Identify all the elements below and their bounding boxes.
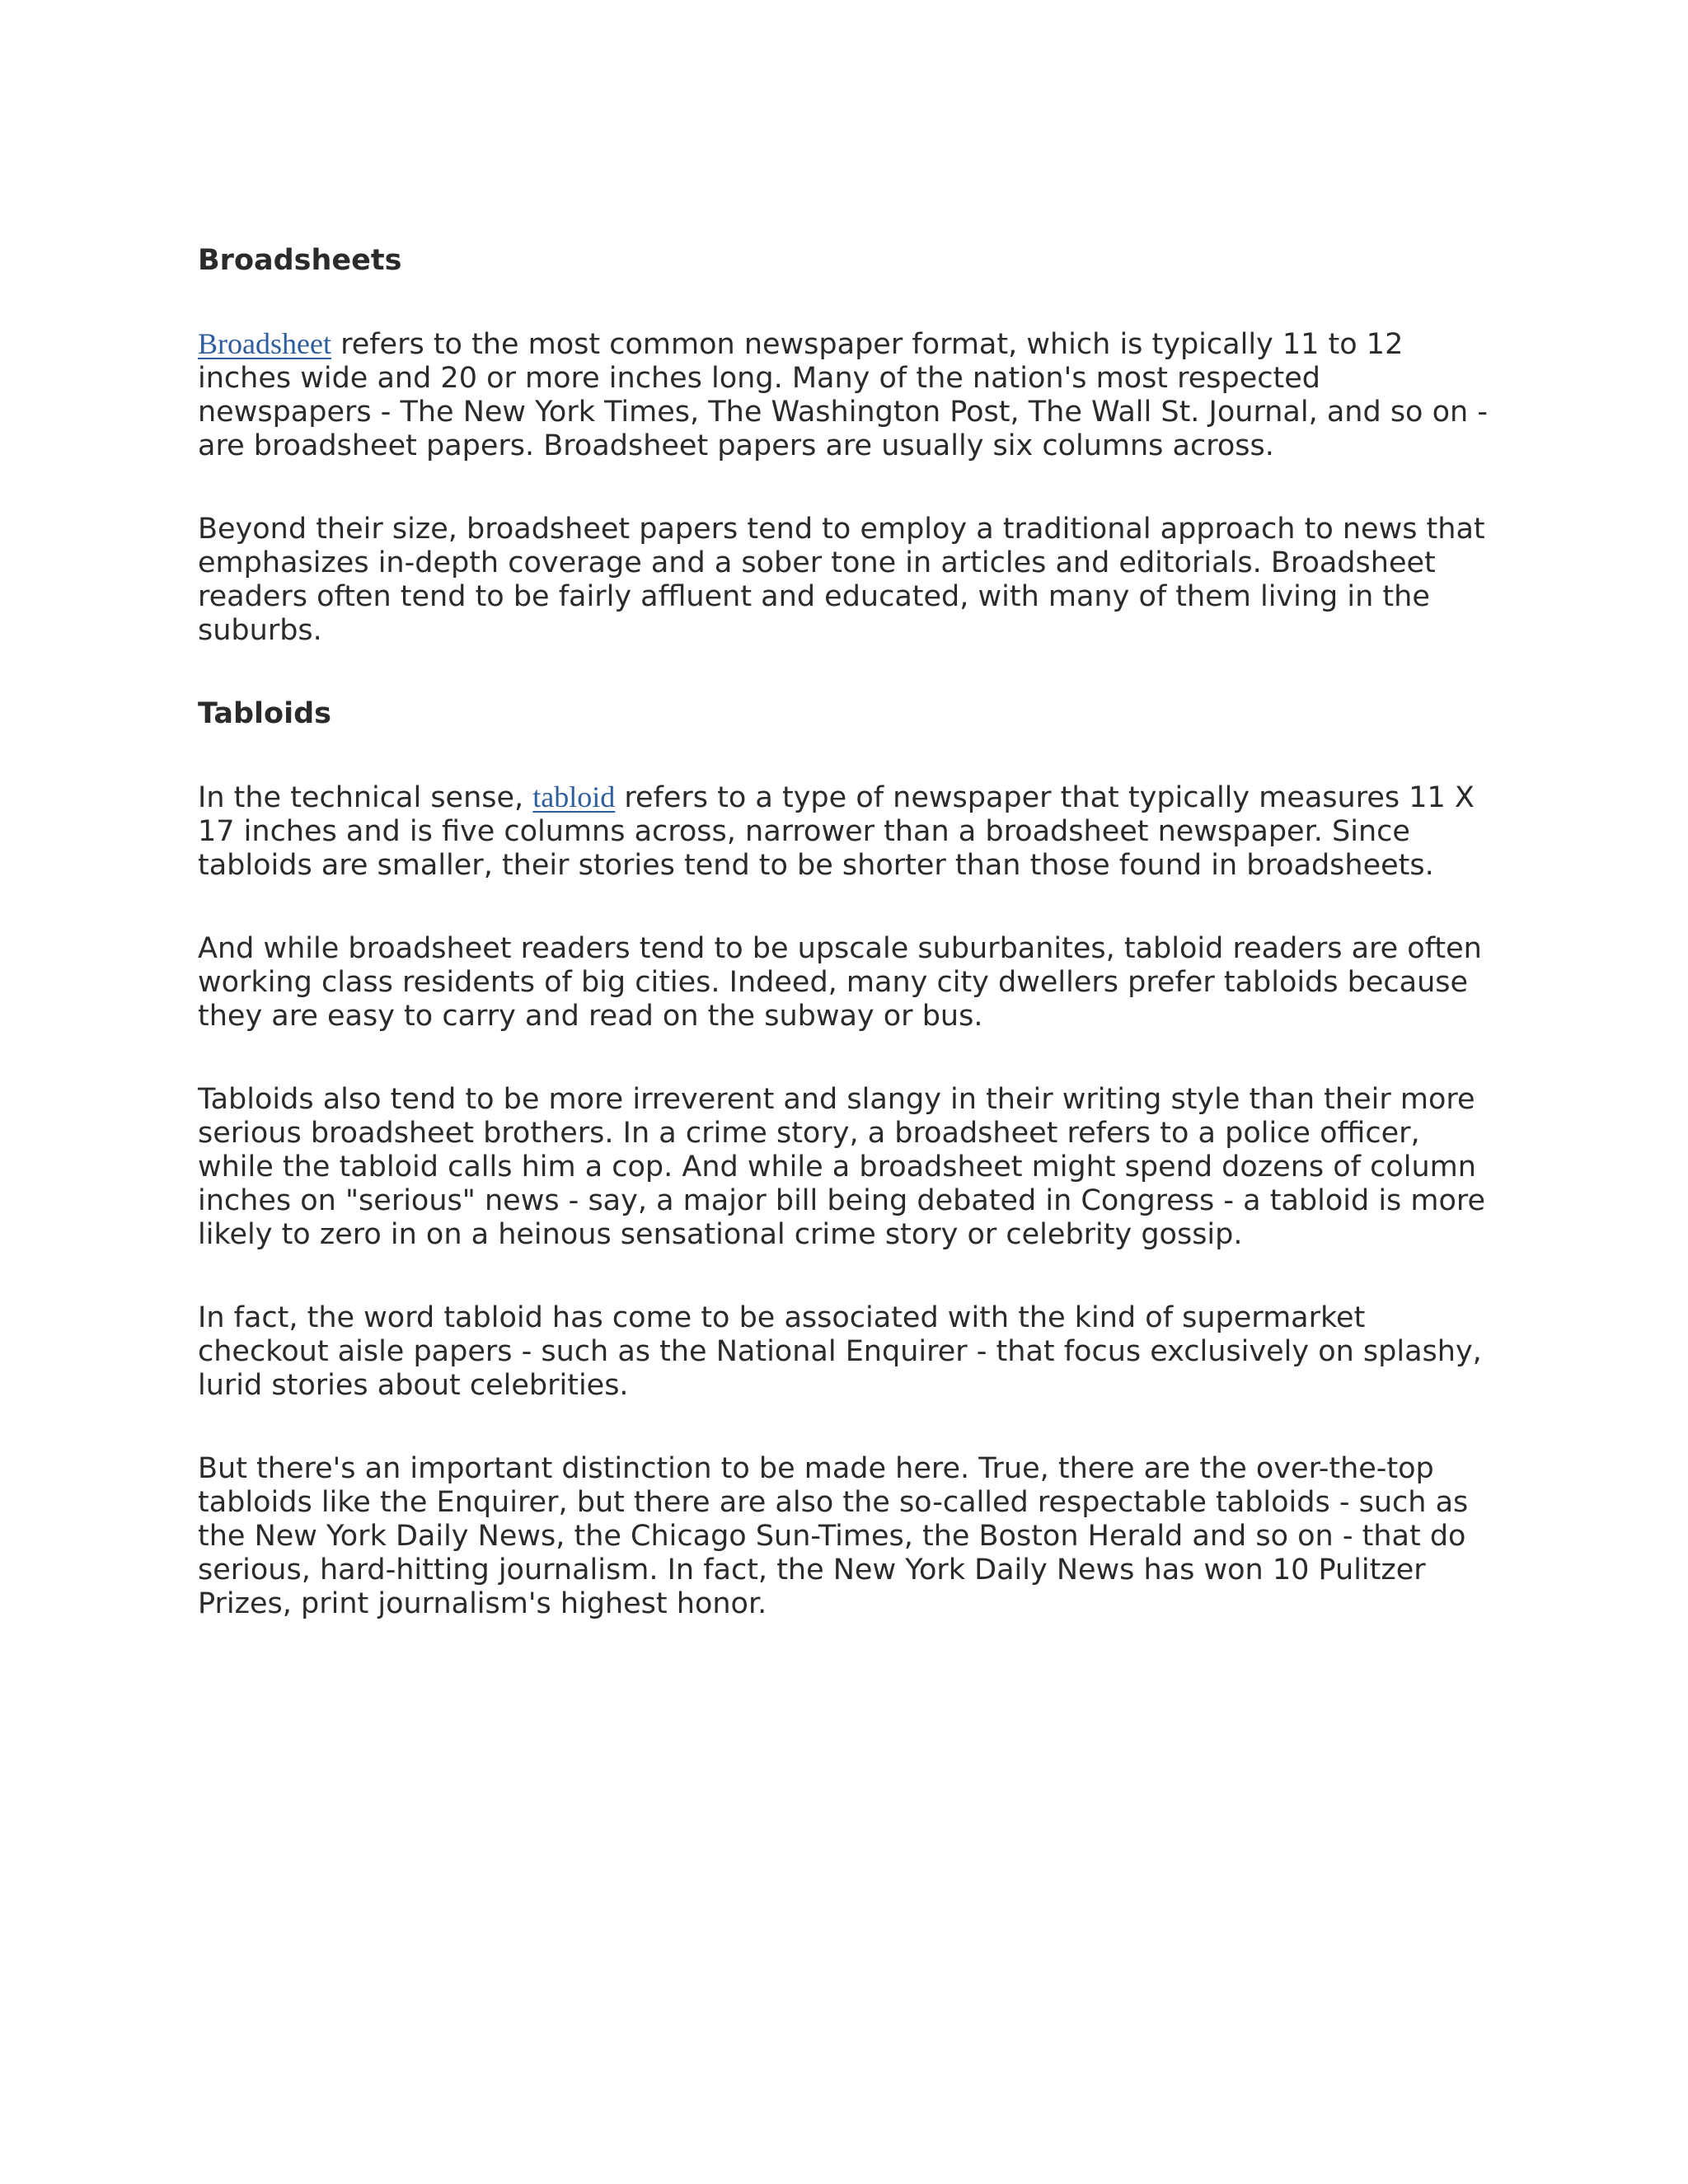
document-page [198, 244, 1500, 1621]
heading-broadsheets: Broadsheets [198, 244, 402, 277]
tabloid-link[interactable]: tabloid [532, 780, 616, 813]
broadsheet-link[interactable]: Broadsheet [198, 327, 331, 360]
paragraph-broadsheet-definition [198, 327, 1500, 463]
paragraph-text: refers to a type of newspaper that typically measures 11 X 17 inches and is five columns across, narrower than a broadsheet newspaper. Since tabloids are smaller, their stories tend to be shorter than those found in broadsheets. [198, 781, 1475, 882]
paragraph-tabloid-readers: And while broadsheet readers tend to be upscale suburbanites, tabloid readers are often working class residents of big cities. Indeed, many city dwellers prefer tabloids because they are easy to carry and read on the subway or bus. [198, 932, 1482, 1033]
paragraph-text: In the technical sense, [198, 781, 533, 814]
paragraph-text: refers to the most common newspaper format, which is typically 11 to 12 inches wide and 20 or more inches long. Many of the nation's most respected newspapers - The New York Times, The Washington Post, The Wall St. Journal, and so on - are broadsheet papers. Broadsheet papers are usually six columns across. [198, 328, 1488, 462]
paragraph-tabloid-style: Tabloids also tend to be more irreverent and slangy in their writing style than their more serious broadsheet brothers. In a crime story, a broadsheet refers to a police officer, while the tabloid calls him a cop. And while a broadsheet might spend dozens of column inches on "serious" news - say, a major bill being debated in Congress - a tabloid is more likely to zero in on a heinous sensational crime story or celebrity gossip. [198, 1083, 1486, 1251]
paragraph-broadsheet-approach: Beyond their size, broadsheet papers tend to employ a traditional approach to news that emphasizes in-depth coverage and a sober tone in articles and editorials. Broadsheet readers often tend to be fairly affluent and educated, with many of them living in the suburbs. [198, 513, 1485, 647]
heading-tabloids: Tabloids [198, 697, 331, 730]
paragraph-tabloid-definition [198, 780, 1500, 883]
paragraph-tabloid-distinction: But there's an important distinction to be made here. True, there are the over-the-top tabloids like the Enquirer, but there are also the so-called respectable tabloids - such as the New York Daily News, the Chicago Sun-Times, the Boston Herald and so on - that do serious, hard-hitting journalism. In fact, the New York Daily News has won 10 Pulitzer Prizes, print journalism's highest honor. [198, 1452, 1469, 1620]
paragraph-tabloid-supermarket: In fact, the word tabloid has come to be associated with the kind of supermarket checkout aisle papers - such as the National Enquirer - that focus exclusively on splashy, lurid stories about celebrities. [198, 1301, 1482, 1402]
